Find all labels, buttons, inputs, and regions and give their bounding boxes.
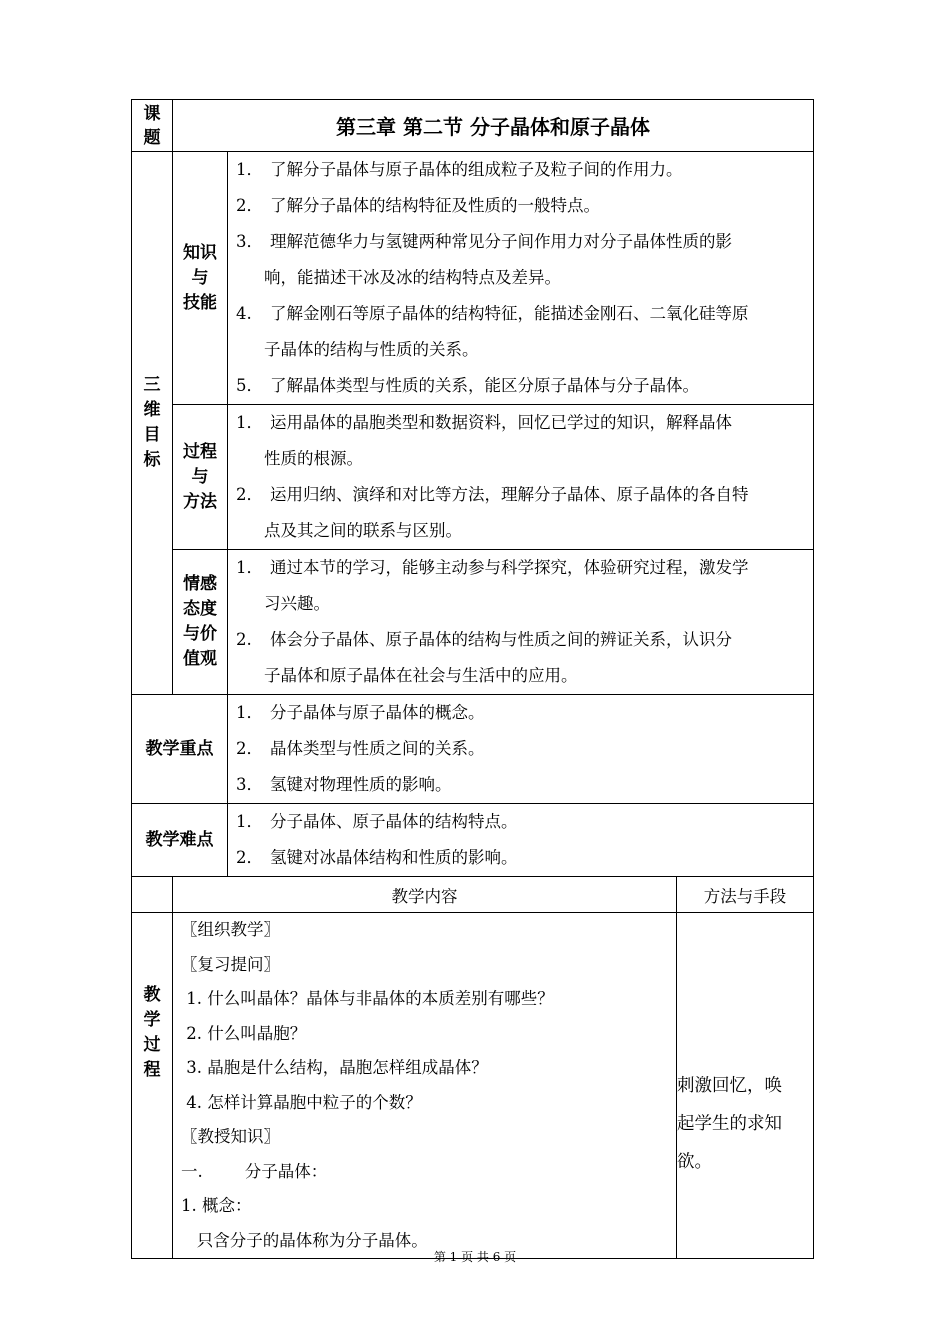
- procedure-label-cell: [132, 913, 173, 1259]
- list-item-line: [228, 224, 813, 260]
- list-item-line: [228, 695, 813, 731]
- list-item-line: [228, 550, 813, 586]
- procedure-line: 一. 分子晶体：: [181, 1161, 328, 1181]
- emotion-label: [173, 572, 227, 672]
- label-line: 情感: [183, 574, 217, 594]
- procedure-line: 〖复习提问〗: [181, 954, 280, 974]
- item-number: 1．: [236, 558, 263, 577]
- list-item-line: [228, 513, 813, 549]
- item-number: 1．: [236, 812, 263, 831]
- label-line: 题: [143, 127, 161, 148]
- key-points-label: 教学重点: [132, 695, 228, 804]
- item-number: 4.: [236, 304, 252, 323]
- procedure-row: [132, 913, 814, 1259]
- label-line: 技能: [183, 292, 217, 313]
- list-item-line: [228, 188, 813, 224]
- label-line: 知识: [183, 242, 217, 263]
- list-item-line: [228, 586, 813, 622]
- list-item-line: [228, 152, 813, 188]
- item-number: 1．: [236, 413, 263, 432]
- label-line: 与价: [183, 624, 217, 644]
- method-list: [677, 1067, 813, 1181]
- label-line: 标: [143, 450, 161, 470]
- item-number: 2.: [236, 630, 252, 649]
- list-item-line: [228, 731, 813, 767]
- item-number: 1．: [236, 703, 263, 722]
- knowledge-label: [173, 241, 227, 316]
- procedure-line: 3. 晶胞是什么结构，晶胞怎样组成晶体？: [181, 1058, 488, 1077]
- list-item-line: [228, 332, 813, 368]
- knowledge-label-cell: [173, 152, 228, 405]
- label-line: 目: [143, 425, 161, 445]
- procedure-line: 〖组织教学〗: [181, 920, 280, 939]
- list-item-line: [228, 441, 813, 477]
- difficulties-list: [228, 804, 813, 876]
- page-footer: 第 1 页 共 6 页: [433, 1250, 517, 1264]
- item-number: 3．: [236, 775, 263, 794]
- emotion-label-cell: [173, 550, 228, 695]
- procedure-line: 〖教授知识〗: [181, 1127, 280, 1146]
- procedure-label: [132, 983, 172, 1083]
- difficulties-label: 教学难点: [132, 804, 228, 877]
- item-number: 2．: [236, 739, 263, 758]
- method-line: 刺激回忆，唤: [677, 1075, 782, 1096]
- knowledge-items: [228, 152, 814, 405]
- difficulties-items: [228, 804, 814, 877]
- item-text: 子晶体和原子晶体在社会与生活中的应用。: [264, 666, 578, 685]
- process-label-cell: [173, 405, 228, 550]
- key-points-items: [228, 695, 814, 804]
- label-line: 与: [191, 267, 209, 288]
- difficulties-row: [132, 804, 814, 877]
- item-text: 分子晶体、原子晶体的结构特点。: [270, 812, 518, 831]
- method-notes: [677, 913, 814, 1259]
- item-number: 5．: [236, 376, 263, 395]
- list-item-line: [228, 405, 813, 441]
- label-line: 态度: [183, 599, 217, 619]
- column-header-row: [132, 877, 814, 913]
- item-text: 了解分子晶体与原子晶体的组成粒子及粒子间的作用力。: [270, 160, 683, 179]
- method-line: 欲。: [677, 1151, 712, 1172]
- lesson-title: 第三章 第二节 分子晶体和原子晶体: [173, 100, 814, 152]
- label-line: 学: [143, 1010, 161, 1030]
- item-text: 子晶体的结构与性质的关系。: [264, 340, 479, 359]
- item-text: 体会分子晶体、原子晶体的结构与性质之间的辨证关系，认识分: [270, 630, 732, 649]
- goal-row-emotion: [132, 550, 814, 695]
- item-text: 习兴趣。: [264, 594, 330, 613]
- item-text: 了解金刚石等原子晶体的结构特征，能描述金刚石、二氧化硅等原: [270, 304, 749, 323]
- key-points-list: [228, 695, 813, 803]
- item-text: 了解晶体类型与性质的关系，能区分原子晶体与分子晶体。: [270, 376, 699, 395]
- label-line: 三: [143, 375, 161, 395]
- item-number: 1．: [236, 160, 263, 179]
- procedure-line: 1. 什么叫晶体？晶体与非晶体的本质差别有哪些？: [181, 989, 554, 1008]
- item-text: 点及其之间的联系与区别。: [264, 521, 462, 540]
- list-item-line: [228, 658, 813, 694]
- item-number: 2．: [236, 848, 263, 867]
- item-text: 晶体类型与性质之间的关系。: [270, 739, 485, 758]
- label-line: 过程: [183, 441, 217, 462]
- item-number: 3．: [236, 232, 263, 251]
- list-item-line: [228, 622, 813, 658]
- method-column-header: 方法与手段: [677, 877, 814, 913]
- topic-label-cell: [132, 100, 173, 152]
- item-text: 性质的根源。: [264, 449, 363, 468]
- procedure-line: 4. 怎样计算晶胞中粒子的个数？: [181, 1092, 422, 1112]
- label-line: 方法: [183, 491, 217, 512]
- list-item-line: [228, 368, 813, 404]
- method-line: 起学生的求知: [677, 1113, 782, 1134]
- knowledge-list: [228, 152, 813, 404]
- label-line: 与: [191, 466, 209, 487]
- title-row: [132, 100, 814, 152]
- goals-label-text: [132, 373, 172, 473]
- list-item-line: [228, 767, 813, 803]
- procedure-content: [173, 913, 677, 1259]
- list-item-line: [228, 296, 813, 332]
- procedure-line: 只含分子的晶体称为分子晶体。: [181, 1230, 428, 1250]
- key-points-row: [132, 695, 814, 804]
- item-text: 响，能描述干冰及冰的结构特点及差异。: [264, 268, 561, 287]
- blank-header-cell: [132, 877, 173, 913]
- procedure-line: 1. 概念：: [181, 1196, 252, 1215]
- topic-label: [132, 102, 172, 150]
- item-text: 理解范德华力与氢键两种常见分子间作用力对分子晶体性质的影: [270, 232, 732, 251]
- list-item-line: [228, 477, 813, 513]
- label-line: 维: [143, 400, 161, 420]
- process-list: [228, 405, 813, 549]
- goal-row-knowledge: [132, 152, 814, 405]
- item-text: 分子晶体与原子晶体的概念。: [270, 703, 485, 722]
- label-line: 程: [143, 1060, 161, 1080]
- process-items: [228, 405, 814, 550]
- list-item-line: [228, 260, 813, 296]
- label-line: 课: [143, 103, 161, 124]
- list-item-line: [228, 804, 813, 840]
- emotion-items: [228, 550, 814, 695]
- label-line: 教: [143, 985, 161, 1005]
- item-number: 2．: [236, 196, 263, 215]
- content-column-header: 教学内容: [173, 877, 677, 913]
- item-text: 运用晶体的晶胞类型和数据资料，回忆已学过的知识，解释晶体: [270, 413, 732, 432]
- item-text: 氢键对冰晶体结构和性质的影响。: [270, 848, 518, 867]
- process-label: [173, 440, 227, 515]
- item-text: 运用归纳、演绎和对比等方法，理解分子晶体、原子晶体的各自特: [270, 485, 749, 504]
- label-line: 过: [143, 1035, 161, 1055]
- item-number: 2．: [236, 485, 263, 504]
- item-text: 氢键对物理性质的影响。: [270, 775, 452, 794]
- item-text: 通过本节的学习，能够主动参与科学探究，体验研究过程，激发学: [270, 558, 749, 577]
- procedure-line: 2. 什么叫晶胞？: [181, 1023, 307, 1043]
- lesson-plan-table: [131, 99, 814, 1259]
- item-text: 了解分子晶体的结构特征及性质的一般特点。: [270, 196, 600, 215]
- procedure-list: [181, 913, 676, 1258]
- three-dimensional-goals-label: [132, 152, 173, 695]
- emotion-list: [228, 550, 813, 694]
- list-item-line: [228, 840, 813, 876]
- goal-row-process: [132, 405, 814, 550]
- label-line: 值观: [183, 649, 217, 669]
